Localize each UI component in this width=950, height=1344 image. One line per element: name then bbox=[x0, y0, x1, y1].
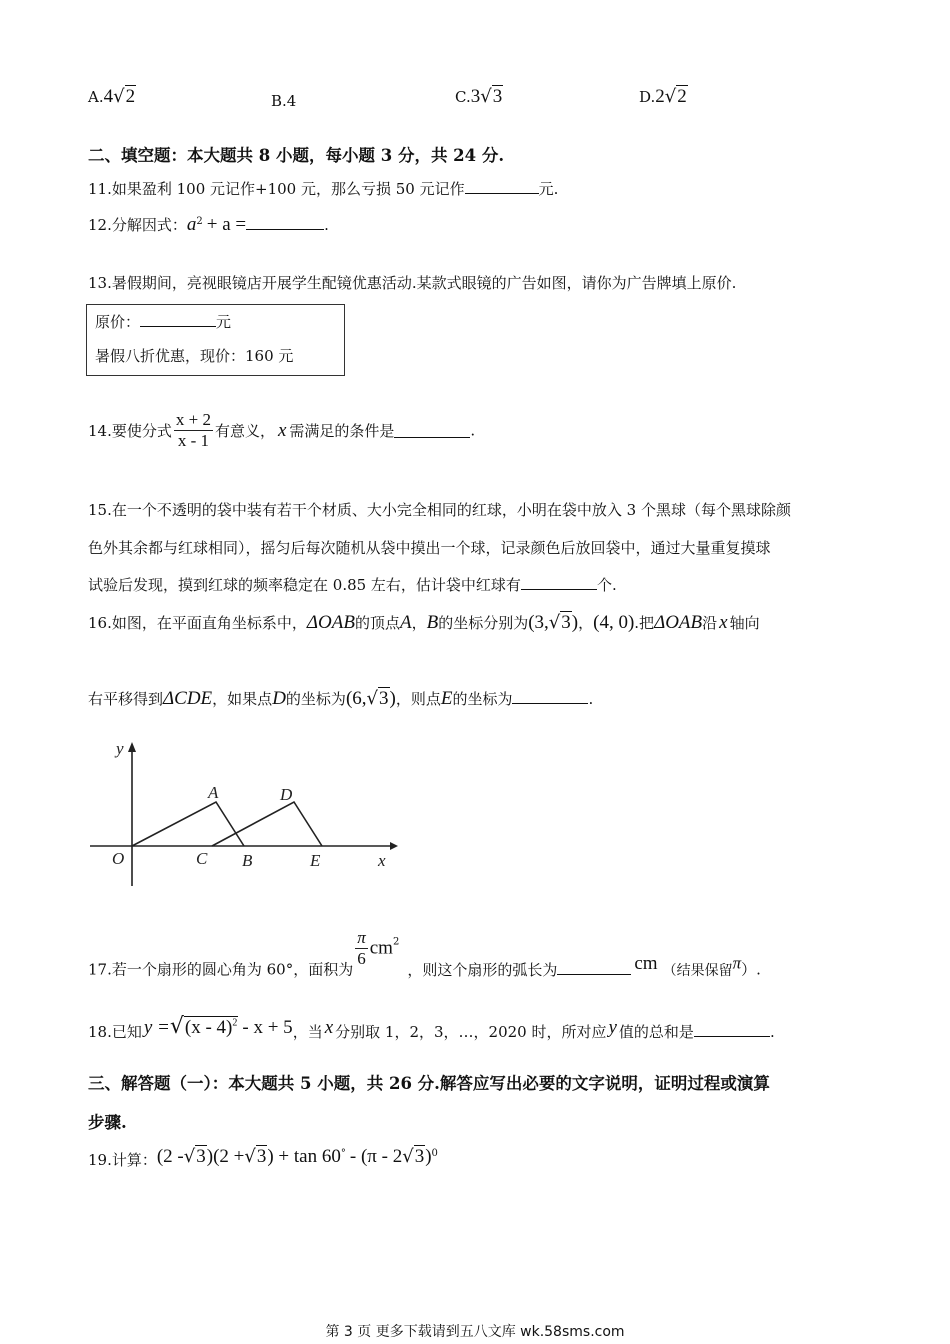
q17-pi: π bbox=[732, 953, 742, 973]
choice-c-letter: C. bbox=[455, 88, 471, 106]
sqrt-symbol: √ bbox=[548, 612, 561, 633]
q19-exponent: 0 bbox=[431, 1148, 438, 1159]
sqrt-symbol: √ bbox=[113, 86, 125, 107]
choice-a-coef: 4 bbox=[103, 86, 114, 107]
point-b: B bbox=[426, 612, 439, 633]
ad-original-price bbox=[95, 311, 231, 332]
choice-d-letter: D. bbox=[639, 88, 656, 106]
q16-text: ，如果点 bbox=[212, 690, 273, 708]
q17-prefix: 17.若一个扇形的圆心角为 60°，面积为 bbox=[88, 960, 354, 979]
question-12 bbox=[88, 214, 329, 236]
sqrt-symbol: √ bbox=[402, 1146, 414, 1167]
q12-exponent: 2 bbox=[196, 216, 203, 227]
coord-d-close: ) bbox=[389, 688, 396, 709]
q18-prefix: 18.已知 bbox=[88, 1023, 142, 1041]
page-footer: 第 3 页 更多下载请到五八文库 wk.58sms.com bbox=[325, 1324, 625, 1340]
fraction-numerator: x + 2 bbox=[175, 410, 211, 429]
q15-line3-text: 试验后发现，摸到红球的频率稳定在 0.85 左右，估计袋中红球有 bbox=[88, 576, 521, 594]
answer-blank bbox=[394, 423, 470, 438]
q11-suffix: 元. bbox=[538, 180, 559, 198]
q18-expression: - x + 5 bbox=[242, 1017, 293, 1038]
answer-blank bbox=[465, 179, 539, 194]
q12-expression: + a = bbox=[206, 214, 247, 235]
fraction-denominator: 6 bbox=[357, 949, 366, 968]
q18-var-x: x bbox=[324, 1017, 334, 1038]
ad-line1-prefix: 原价： bbox=[95, 313, 141, 331]
q19-part: (2 - bbox=[156, 1146, 184, 1167]
q19-radicand: 3 bbox=[196, 1146, 206, 1167]
ad-line1-suffix: 元 bbox=[216, 313, 232, 331]
triangle-oab: ΔOAB bbox=[654, 612, 703, 633]
q19-degree: ° bbox=[340, 1148, 346, 1159]
answer-blank bbox=[140, 312, 216, 327]
q18-mid: ，当 bbox=[292, 1023, 323, 1041]
coord-d: (6, bbox=[345, 688, 367, 709]
q17-unit-exponent: 2 bbox=[392, 936, 400, 948]
q16-text: ，则点 bbox=[395, 690, 441, 708]
q15-line3 bbox=[88, 574, 617, 595]
triangle-cde: ΔCDE bbox=[163, 688, 213, 709]
q14-end: . bbox=[470, 421, 476, 440]
q17-unit2: cm bbox=[634, 952, 658, 974]
q17-fraction bbox=[355, 928, 368, 969]
label-d: D bbox=[280, 785, 293, 804]
q15-line2: 色外其余都与红球相同），摇匀后每次随机从袋中摸出一个球，记录颜色后放回袋中，通过大量重复摸球 bbox=[88, 539, 771, 557]
answer-blank bbox=[521, 575, 597, 590]
ad-board bbox=[86, 304, 345, 376]
choice-b: B.4 bbox=[271, 92, 297, 110]
point-d: D bbox=[272, 688, 286, 709]
choice-a bbox=[88, 86, 136, 108]
question-17 bbox=[88, 928, 761, 980]
q19-prefix: 19.计算： bbox=[88, 1151, 157, 1169]
ad-current-price: 暑假八折优惠，现价：160 元 bbox=[95, 347, 294, 365]
section2-title: 二、填空题：本大题共 8 小题，每小题 3 分，共 24 分. bbox=[88, 146, 505, 165]
triangle-oab-shape bbox=[132, 802, 244, 846]
sqrt-symbol: √ bbox=[480, 86, 492, 107]
q14-mid: 有意义， bbox=[214, 422, 275, 440]
q18-var-y2: y bbox=[608, 1017, 617, 1038]
q18-end: . bbox=[769, 1023, 775, 1041]
question-11 bbox=[88, 178, 558, 199]
q16-text: 右平移得到 bbox=[88, 690, 164, 708]
sqrt-symbol: √ bbox=[244, 1146, 256, 1167]
sqrt-symbol: √ bbox=[664, 86, 677, 107]
label-x: x bbox=[378, 851, 386, 870]
label-c: C bbox=[196, 849, 208, 868]
triangle-cde-shape bbox=[212, 802, 322, 846]
sqrt-symbol: √ bbox=[169, 1014, 184, 1039]
q14-var-x: x bbox=[277, 419, 287, 441]
q16-text: 的顶点 bbox=[354, 614, 400, 632]
q16-text: 16.如图，在平面直角坐标系中， bbox=[88, 614, 307, 632]
choice-d-coef: 2 bbox=[655, 86, 665, 107]
q16-text: . bbox=[588, 690, 594, 708]
choice-d-radicand: 2 bbox=[677, 86, 687, 107]
point-e: E bbox=[440, 688, 453, 709]
q19-part: - (π - 2 bbox=[349, 1146, 403, 1167]
q16-text: 的坐标分别为 bbox=[438, 614, 529, 632]
q16-text: 的坐标为 bbox=[452, 690, 513, 708]
q16-text: 的坐标为 bbox=[285, 690, 346, 708]
label-a: A bbox=[208, 783, 219, 802]
choice-d bbox=[639, 86, 688, 108]
answer-blank bbox=[694, 1022, 770, 1037]
label-o: O bbox=[112, 849, 125, 868]
choice-c bbox=[455, 86, 503, 108]
q16-text: .把 bbox=[634, 614, 655, 632]
q14-fraction bbox=[174, 410, 213, 451]
q17-note-end: ）. bbox=[741, 960, 761, 979]
q18-suffix: 值的总和是 bbox=[618, 1023, 694, 1041]
label-e: E bbox=[310, 851, 321, 870]
sqrt-symbol: √ bbox=[183, 1146, 196, 1167]
q15-line1: 15.在一个不透明的袋中装有若干个材质、大小完全相同的红球，小明在袋中放入 3 个黑球（每个黑球除颜 bbox=[88, 501, 791, 519]
coord-d-radicand: 3 bbox=[379, 688, 389, 709]
fraction-denominator: x - 1 bbox=[177, 431, 209, 450]
section3-title-line1: 三、解答题（一）：本大题共 5 小题，共 26 分.解答应写出必要的文字说明，证明过程或演算 bbox=[88, 1074, 770, 1093]
coord-a-close: ) bbox=[571, 612, 579, 633]
section3-title-line2: 步骤. bbox=[88, 1113, 127, 1132]
question-14 bbox=[88, 410, 475, 451]
q17-unit: cm bbox=[369, 937, 393, 959]
triangle-oab: ΔOAB bbox=[306, 612, 355, 633]
q16-text: ， bbox=[578, 614, 594, 632]
question-18 bbox=[88, 1014, 775, 1042]
q15-line3-end: 个. bbox=[596, 576, 617, 594]
q18-radical bbox=[184, 1016, 238, 1038]
q12-end: . bbox=[324, 216, 329, 234]
label-b: B bbox=[242, 851, 253, 870]
label-y: y bbox=[116, 739, 124, 758]
q14-suffix: 需满足的条件是 bbox=[289, 422, 395, 440]
coord-a-radicand: 3 bbox=[561, 612, 571, 633]
q11-text: 11.如果盈利 100 元记作+100 元，那么亏损 50 元记作 bbox=[88, 180, 465, 198]
sqrt-symbol: √ bbox=[366, 688, 378, 709]
x-axis-arrow bbox=[390, 842, 398, 850]
answer-blank bbox=[557, 960, 631, 975]
q19-radicand: 3 bbox=[256, 1146, 267, 1167]
q16-text: 沿 bbox=[702, 614, 718, 632]
figure-coordinate-plane bbox=[88, 738, 398, 898]
answer-blank bbox=[246, 215, 324, 230]
q19-part: ) bbox=[425, 1146, 432, 1167]
coord-b: (4, 0) bbox=[593, 612, 635, 633]
q16-line2 bbox=[88, 688, 593, 710]
q14-prefix: 14.要使分式 bbox=[88, 422, 172, 440]
var-x: x bbox=[719, 612, 728, 633]
question-13: 13.暑假期间，亮视眼镜店开展学生配镜优惠活动.某款式眼镜的广告如图，请你为广告牌填上原价. bbox=[88, 274, 737, 292]
q12-var-a: a bbox=[186, 214, 197, 235]
q16-text: ， bbox=[411, 614, 427, 632]
q19-part: ) + tan 60 bbox=[267, 1146, 341, 1167]
choice-a-letter: A. bbox=[88, 88, 104, 106]
q16-line1 bbox=[88, 612, 760, 634]
choice-a-radicand: 2 bbox=[125, 86, 136, 107]
y-axis-arrow bbox=[128, 742, 136, 752]
q12-prefix: 12.分解因式： bbox=[88, 216, 187, 234]
point-a: A bbox=[399, 612, 412, 633]
q18-exponent: 2 bbox=[232, 1017, 238, 1029]
q19-radicand: 3 bbox=[414, 1146, 425, 1167]
fraction-numerator: π bbox=[357, 928, 366, 947]
q18-radicand: (x - 4) bbox=[184, 1017, 233, 1038]
choice-c-radicand: 3 bbox=[492, 86, 503, 107]
q16-text: 轴向 bbox=[729, 614, 760, 632]
coord-a: (3, bbox=[528, 612, 549, 633]
answer-blank bbox=[512, 689, 588, 704]
q18-mid2: 分别取 1，2，3，…，2020 时，所对应 bbox=[335, 1023, 607, 1041]
question-19 bbox=[88, 1146, 438, 1170]
q19-part: )(2 + bbox=[206, 1146, 245, 1167]
q17-note: （结果保留 bbox=[662, 962, 733, 979]
q17-mid: ，则这个扇形的弧长为 bbox=[407, 960, 558, 979]
choice-c-coef: 3 bbox=[470, 86, 481, 107]
q18-var-y: y = bbox=[143, 1017, 170, 1038]
